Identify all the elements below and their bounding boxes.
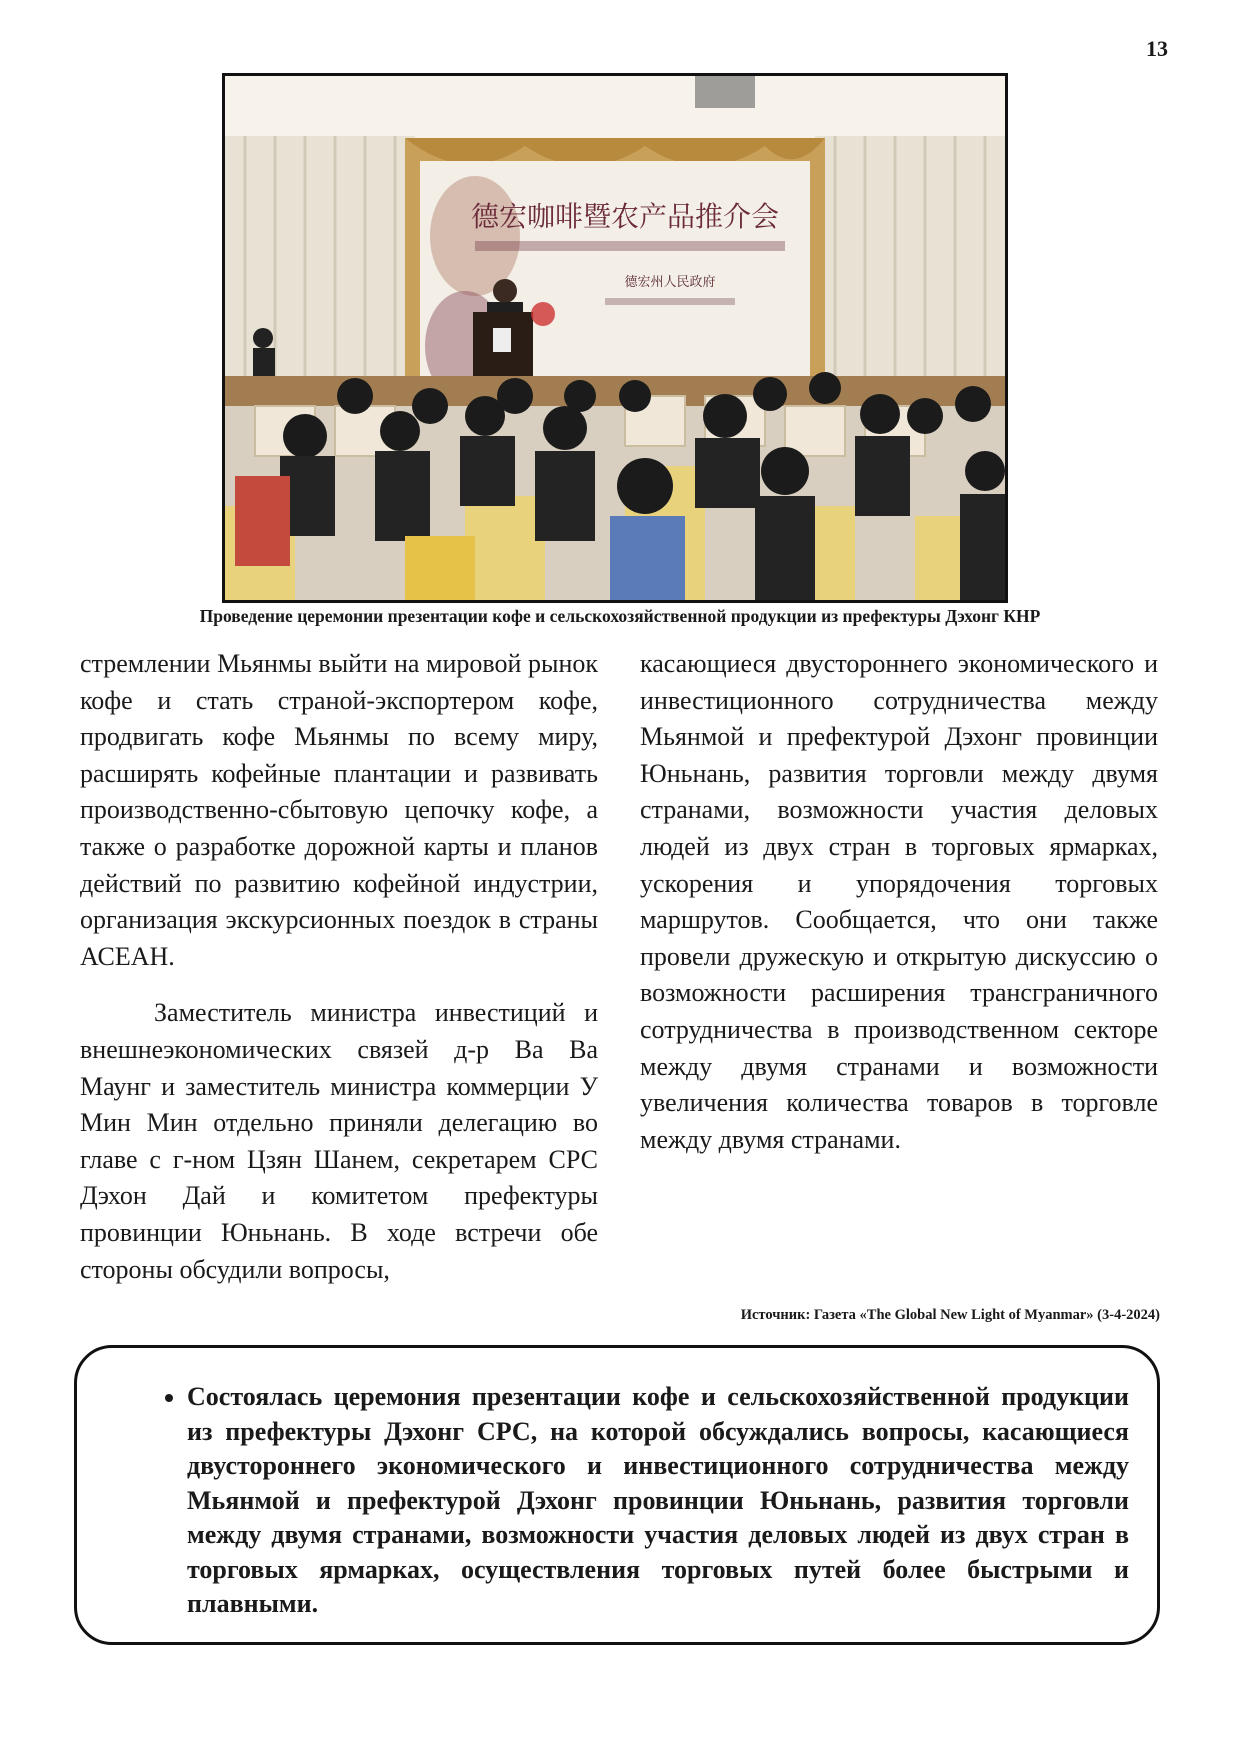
article-paragraph: касающиеся двустороннего экономического и инвестиционного сотрудничества между Мьянмой и префектурой Дэхонг провинции Юньнань, развития торговли между двумя странами, возможности участия деловых людей из двух стран в торговых ярмарках, ускорения и упорядочения торговых маршрутов. Сообщается, что они также провели дружескую и открытую дискуссию о возможности расширения трансграничного сотрудничества в производственном секторе между двумя странами и возможности увеличения количества товаров в торговле между двумя странами. xyxy=(640,649,1158,1154)
article-left-column xyxy=(80,646,598,1288)
banner-organizer: 德宏州人民政府 xyxy=(624,275,716,290)
summary-bullet: • Состоялась церемония презентации кофе и сельскохозяйственной продукции из префектуры Дэхонг СРС, на которой обсуждались вопросы, касающиеся двустороннего экономического и инвестиционного сотрудничества между Мьянмой и префектурой Дэхонг провинции Юньнань, развития торговли между двумя странами, возможности участия деловых людей из двух стран в торговых ярмарках, осуществления торговых путей более быстрыми и плавными. xyxy=(187,1380,1129,1622)
source-credit: Источник: Газета «The Global New Light of Myanmar» (3-4-2024) xyxy=(740,1307,1160,1323)
article-paragraph: стремлении Мьянмы выйти на мировой рынок кофе и стать страной-экспортером кофе, продвигать кофе Мьянмы по всему миру, расширять кофейные плантации и развивать производственно-сбытовую цепочку кофе, а также о разработке дорожной карты и планов действий по развитию кофейной индустрии, организация экскурсионных поездок в страны АСЕАН. xyxy=(80,649,598,971)
page-number: 13 xyxy=(1146,36,1168,61)
summary-box xyxy=(74,1345,1160,1645)
event-photo xyxy=(222,73,1008,603)
conference-photo-illustration xyxy=(225,76,1005,600)
summary-list xyxy=(131,1380,1129,1622)
photo-caption: Проведение церемонии презентации кофе и сельскохозяйственной продукции из префектуры Дэхонг КНР xyxy=(199,606,1041,626)
article-right-column xyxy=(640,646,1158,1158)
article-paragraph: Заместитель министра инвестиций и внешнеэкономических связей д-р Ва Ва Маунг и заместитель министра коммерции У Мин Мин отдельно приняли делегацию во главе с г-ном Цзян Шанем, секретарем СРС Дэхон Дай и комитетом префектуры провинции Юньнань. В ходе встречи обе стороны обсудили вопросы, xyxy=(80,998,598,1284)
banner-title: 德宏咖啡暨农产品推介会 xyxy=(470,200,780,233)
